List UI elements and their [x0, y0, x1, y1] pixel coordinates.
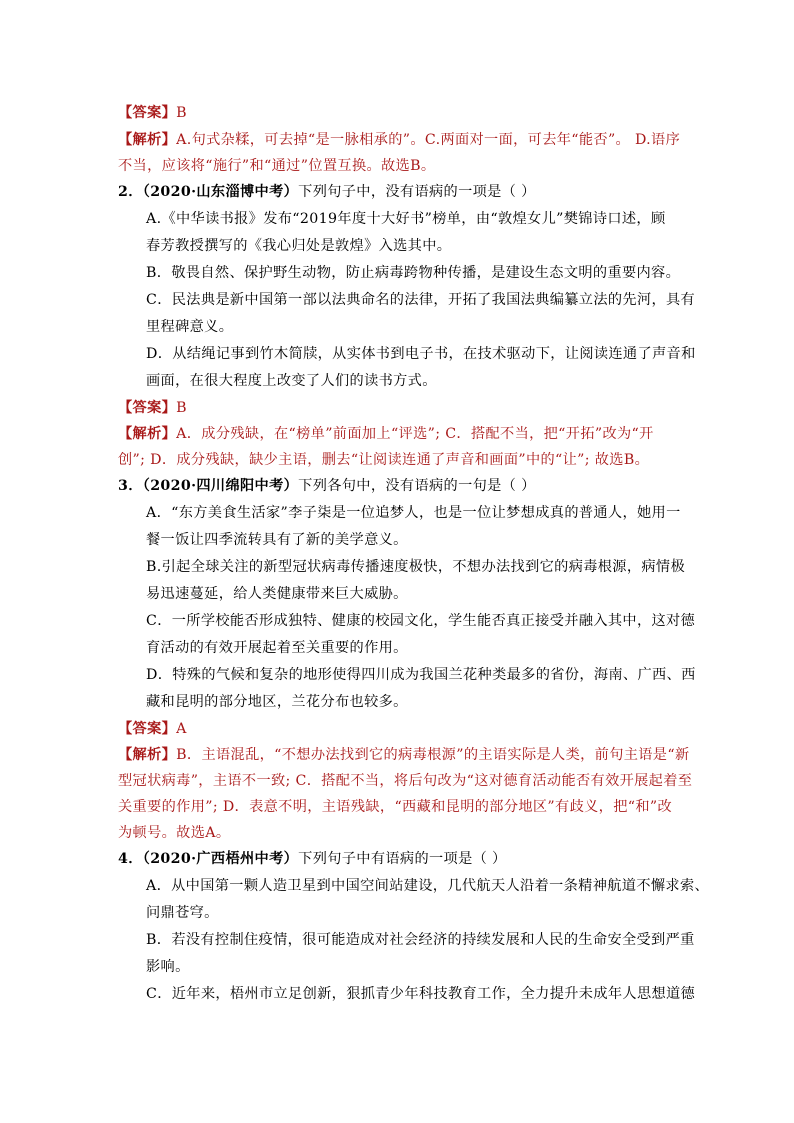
q3-option-a-line-1: A．“东方美食生活家”李子柒是一位追梦人，也是一位让梦想成真的普通人，她用一	[146, 505, 681, 521]
answer-label: 【答案】	[118, 721, 177, 737]
q3-answer	[118, 719, 678, 739]
q3-analysis-line-4: 为顿号。故选A。	[118, 825, 231, 841]
q3-option-a-line-2: 餐一饭让四季流转具有了新的美学意义。	[146, 532, 408, 548]
q4-option-b-line-1: B．若没有控制住疫情，很可能造成对社会经济的持续发展和人民的生命安全受到严重	[146, 932, 695, 948]
q3-option-d-line-2: 藏和昆明的部分地区，兰花分布也较多。	[146, 694, 408, 710]
q3-analysis-line-3: 关重要的作用”; D．表意不明，主语残缺，“西藏和昆明的部分地区”有歧义，把“和”改	[118, 799, 673, 815]
answer-value: B	[176, 105, 187, 121]
question-text: 下列句子中，没有语病的一项是（ ）	[298, 184, 536, 200]
q3-analysis-line-2: 型冠状病毒”，主语不一致; C．搭配不当，将后句改为“这对德育活动能否有效开展起着至	[118, 773, 693, 789]
q2-answer	[118, 398, 678, 418]
q2-option-c-line-2: 里程碑意义。	[146, 319, 234, 335]
q2-analysis-line-2: 创”; D．成分残缺，缺少主语，删去“让阅读连通了声音和画面”中的“让”; 故选B。	[118, 452, 650, 468]
answer-value: B	[176, 400, 187, 416]
analysis-text: B．主语混乱，“不想办法找到它的病毒根源”的主语实际是人类，前句主语是“新	[176, 747, 690, 763]
q4-option-c-line-1: C．近年来，梧州市立足创新，狠抓青少年科技教育工作，全力提升未成年人思想道德	[146, 986, 696, 1002]
q2-option-d-line-1: D．从结绳记事到竹木简牍，从实体书到电子书，在技术驱动下，让阅读连通了声音和	[146, 346, 696, 362]
question-source: （2020·山东淄博中考）	[142, 184, 299, 200]
question-source: （2020·四川绵阳中考）	[142, 478, 299, 494]
q1-analysis-line-1	[118, 130, 681, 150]
q3-option-b-line-2: 易迅速蔓延，给人类健康带来巨大威胁。	[146, 586, 408, 602]
analysis-label: 【解析】	[118, 132, 177, 148]
q2-option-b: B．敬畏自然、保护野生动物，防止病毒跨物种传播，是建设生态文明的重要内容。	[146, 265, 681, 281]
analysis-label: 【解析】	[118, 747, 177, 763]
q3-option-c-line-2: 育活动的有效开展起着至关重要的作用。	[146, 640, 408, 656]
q4-option-b-line-2: 影响。	[146, 959, 190, 975]
question-source: （2020·广西梧州中考）	[142, 851, 299, 867]
q4-option-a-line-2: 问鼎苍穹。	[146, 905, 219, 921]
question-number: 4．	[118, 851, 143, 867]
q1-answer	[118, 103, 678, 123]
q2-analysis-line-1	[118, 424, 678, 444]
answer-value: A	[176, 721, 187, 737]
answer-label: 【答案】	[118, 400, 177, 416]
q3-analysis-line-1	[118, 745, 690, 765]
q2-option-c-line-1: C．民法典是新中国第一部以法典命名的法律，开拓了我国法典编纂立法的先河，具有	[146, 292, 696, 308]
question-number: 3．	[118, 478, 143, 494]
q4-stem	[118, 849, 678, 869]
question-number: 2．	[118, 184, 143, 200]
q3-option-c-line-1: C．一所学校能否形成独特、健康的校园文化，学生能否真正接受并融入其中，这对德	[146, 613, 696, 629]
q2-option-a-line-2: 春芳教授撰写的《我心归处是敦煌》入选其中。	[146, 238, 452, 254]
question-text: 下列各句中，没有语病的一句是（ ）	[298, 478, 536, 494]
analysis-label: 【解析】	[118, 426, 177, 442]
q3-option-b-line-1: B.引起全球关注的新型冠状病毒传播速度极快，不想办法找到它的病毒根源，病情极	[146, 559, 685, 575]
analysis-text: A.句式杂糅，可去掉“是一脉相承的”。C.两面对一面，可去年“能否”。 D.语序	[176, 132, 681, 148]
q2-option-a-line-1: A.《中华读书报》发布“2019年度十大好书”榜单，由“敦煌女儿”樊锦诗口述，顾	[146, 211, 666, 227]
q2-stem	[118, 182, 678, 202]
analysis-text: A．成分残缺，在“榜单”前面加上“评选”; C．搭配不当，把“开拓”改为“开	[176, 426, 654, 442]
q1-analysis-line-2: 不当，应该将“施行”和“通过”位置互换。故选B。	[118, 158, 436, 174]
q4-option-a-line-1: A．从中国第一颗人造卫星到中国空间站建设，几代航天人沿着一条精神航道不懈求索、	[146, 878, 710, 894]
question-text: 下列句子中有语病的一项是（ ）	[298, 851, 507, 867]
q3-stem	[118, 476, 678, 496]
answer-label: 【答案】	[118, 105, 177, 121]
q2-option-d-line-2: 画面，在很大程度上改变了人们的读书方式。	[146, 373, 437, 389]
q3-option-d-line-1: D．特殊的气候和复杂的地形使得四川成为我国兰花种类最多的省份，海南、广西、西	[146, 667, 696, 683]
